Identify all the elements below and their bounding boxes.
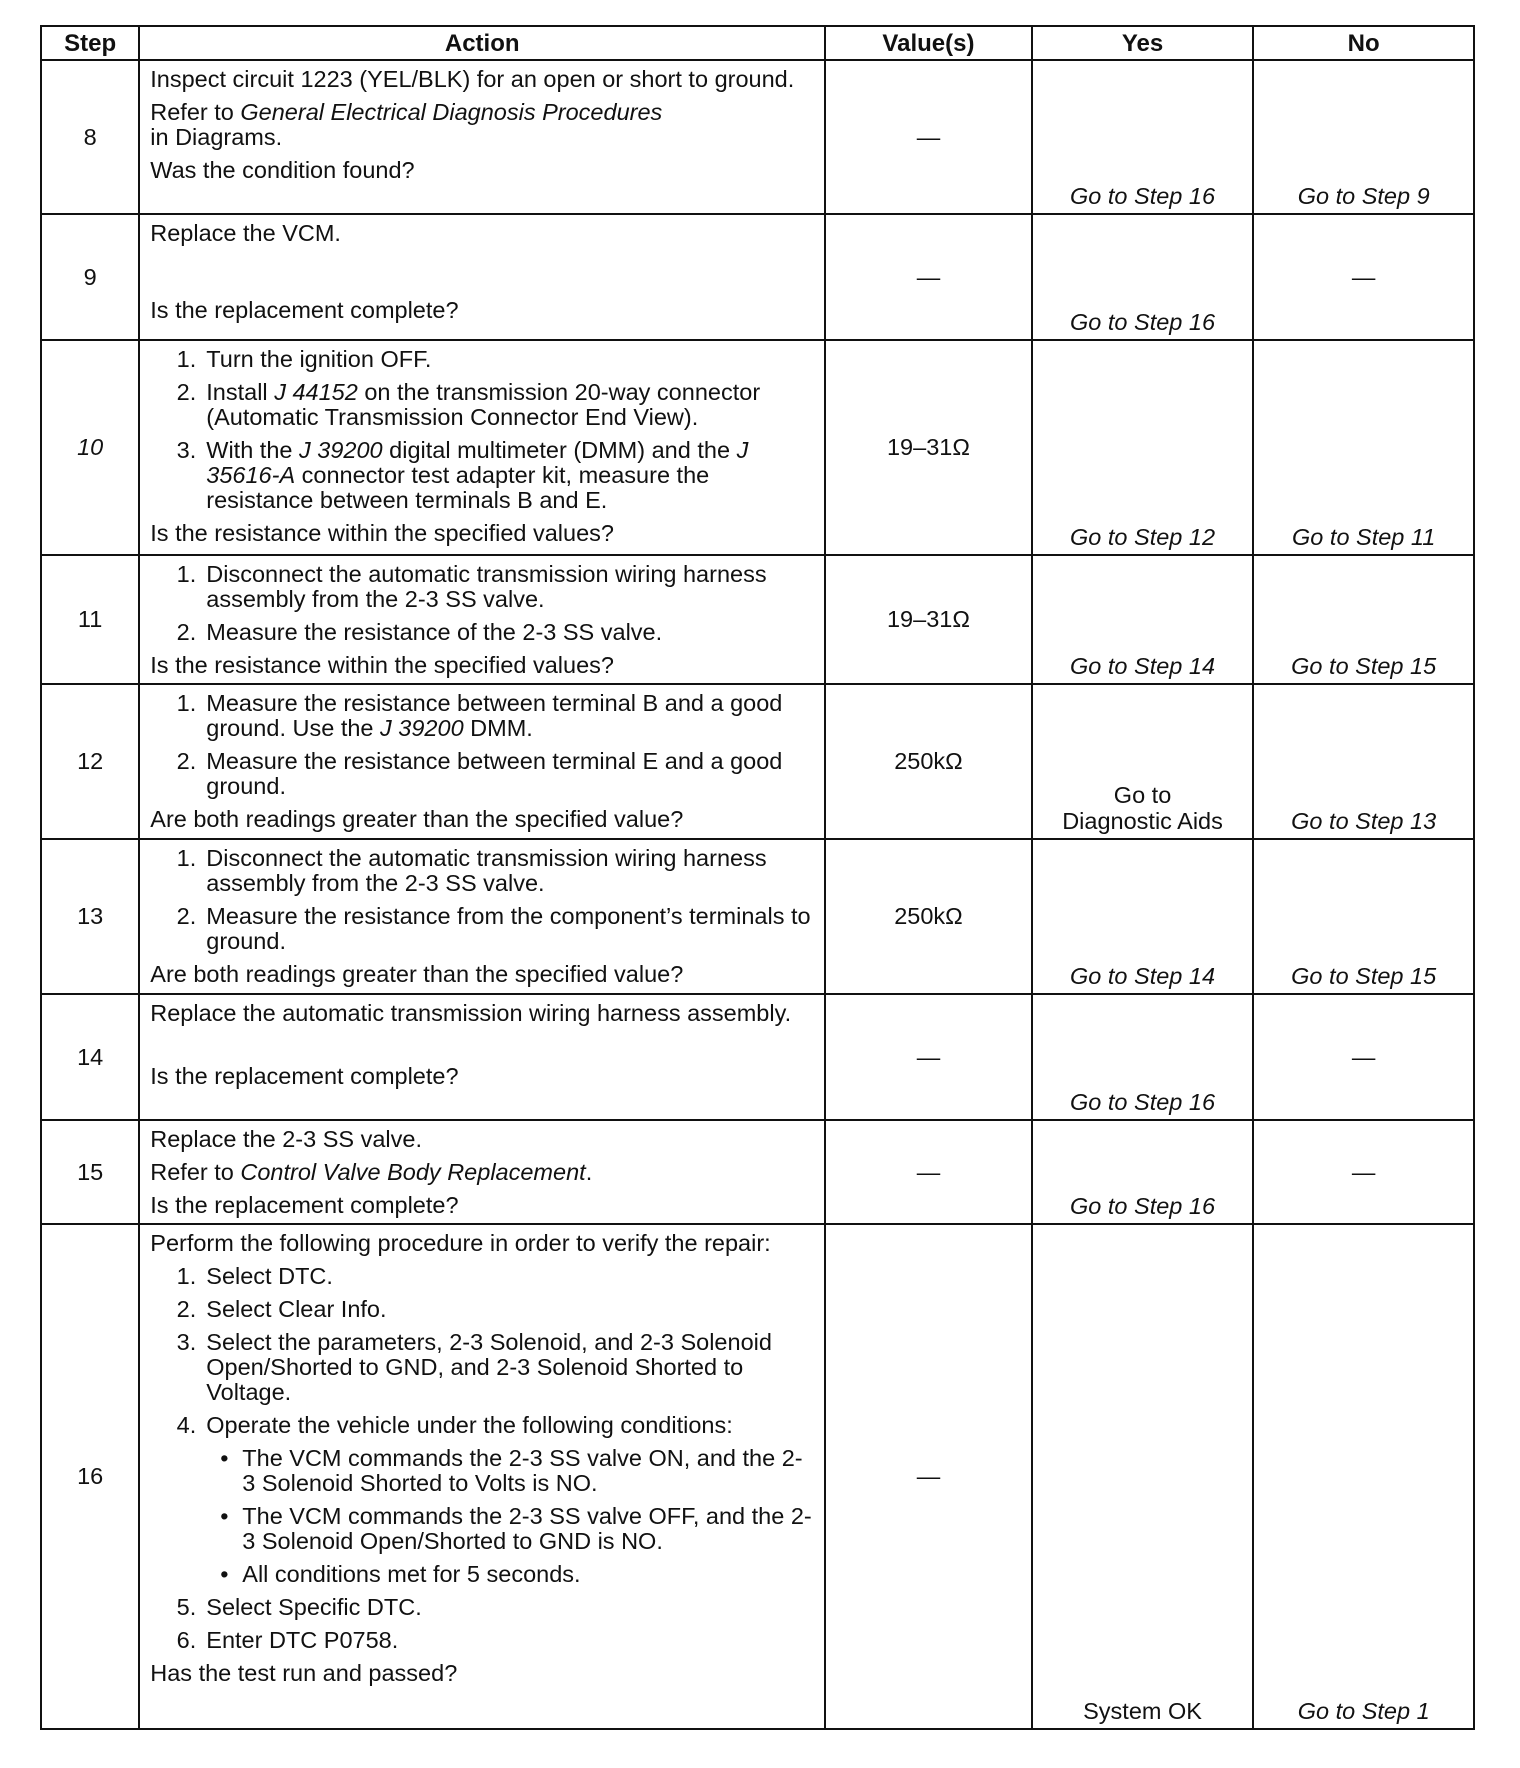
yes-cell [1032, 60, 1254, 214]
list-item: 4. Operate the vehicle under the following conditions: • The VCM commands the 2-3 SS valve ON, and the 2-3 Solenoid Shorted to Volts is NO. • The VCM commands the 2-3 SS valve OFF, and the 2-3 Solenoid Open/Shorted to GND is NO. • All conditions met for 5 seconds. [150, 1413, 814, 1587]
yes-cell [1032, 684, 1254, 839]
step-number: 11 [41, 555, 139, 684]
list-item: 2. Measure the resistance from the component’s terminals to ground. [176, 903, 811, 954]
bullet-item: • The VCM commands the 2-3 SS valve ON, and the 2-3 Solenoid Shorted to Volts is NO. [220, 1445, 803, 1496]
value-cell: — [825, 994, 1032, 1120]
bullet-item: • All conditions met for 5 seconds. [220, 1561, 581, 1587]
no-answer: Go to Step 13 [1291, 808, 1437, 834]
tool-reference: J 39200 [380, 715, 464, 741]
step-number: 8 [41, 60, 139, 214]
procedure-list [150, 846, 814, 954]
no-cell: — [1253, 214, 1474, 340]
no-answer: Go to Step 15 [1291, 963, 1437, 989]
no-cell [1253, 1224, 1474, 1729]
reference-title: General Electrical Diagnosis Procedures [240, 99, 663, 125]
action-question: Has the test run and passed? [150, 1660, 458, 1686]
action-text: Replace the VCM. [150, 220, 341, 246]
action-question: Is the replacement complete? [150, 1063, 459, 1089]
step-number: 10 [41, 340, 139, 555]
no-answer: Go to Step 15 [1291, 653, 1437, 679]
no-cell: — [1253, 1120, 1474, 1224]
action-question: Are both readings greater than the specified value? [150, 806, 684, 832]
list-item: 2. Measure the resistance of the 2-3 SS valve. [176, 619, 663, 645]
list-item: 3. Select the parameters, 2-3 Solenoid, and 2-3 Solenoid Open/Shorted to GND, and 2-3 Solenoid Shorted to Voltage. [176, 1329, 772, 1405]
action-cell [139, 839, 825, 994]
header-action: Action [139, 26, 825, 60]
list-item: 5. Select Specific DTC. [176, 1594, 422, 1620]
action-text: Replace the automatic transmission wiring harness assembly. [150, 1000, 792, 1026]
procedure-list [150, 1264, 814, 1653]
list-item: 2. Measure the resistance between terminal E and a good ground. [176, 748, 783, 799]
action-cell [139, 214, 825, 340]
action-text: Perform the following procedure in order to verify the repair: [150, 1230, 771, 1256]
yes-cell [1032, 1120, 1254, 1224]
yes-cell [1032, 214, 1254, 340]
list-item: 1. Measure the resistance between terminal B and a good ground. Use the J 39200 DMM. [176, 690, 783, 741]
header-yes: Yes [1032, 26, 1254, 60]
step-number: 12 [41, 684, 139, 839]
action-cell [139, 1224, 825, 1729]
bullet-item: • The VCM commands the 2-3 SS valve OFF, and the 2-3 Solenoid Open/Shorted to GND is NO. [220, 1503, 812, 1554]
yes-answer: Go to Step 14 [1070, 653, 1216, 679]
step-number: 14 [41, 994, 139, 1120]
action-question: Is the replacement complete? [150, 1192, 459, 1218]
list-item: 6. Enter DTC P0758. [176, 1627, 399, 1653]
yes-answer: Go to Step 14 [1070, 963, 1216, 989]
action-text: Replace the 2-3 SS valve. [150, 1126, 422, 1152]
step-number: 13 [41, 839, 139, 994]
list-item: 1. Select DTC. [176, 1263, 333, 1289]
action-question: Is the replacement complete? [150, 297, 459, 323]
step-number: 15 [41, 1120, 139, 1224]
action-reference: Refer to General Electrical Diagnosis Procedures in Diagrams. [150, 99, 663, 150]
tool-reference: J 35616-A [206, 437, 749, 488]
yes-cell [1032, 1224, 1254, 1729]
tool-reference: J 39200 [299, 437, 383, 463]
yes-answer: System OK [1083, 1698, 1202, 1724]
yes-cell [1032, 340, 1254, 555]
action-cell [139, 60, 825, 214]
table-row [41, 839, 1474, 994]
no-cell [1253, 684, 1474, 839]
no-cell [1253, 555, 1474, 684]
list-item: 2. Install J 44152 on the transmission 20-way connector (Automatic Transmission Connector End View). [176, 379, 761, 430]
table-row [41, 684, 1474, 839]
header-values: Value(s) [825, 26, 1032, 60]
list-item: 1. Disconnect the automatic transmission wiring harness assembly from the 2-3 SS valve. [176, 561, 767, 612]
table-row [41, 60, 1474, 214]
action-question: Was the condition found? [150, 157, 415, 183]
list-item: 2. Select Clear Info. [176, 1296, 387, 1322]
value-cell: — [825, 214, 1032, 340]
yes-answer: Go to Step 16 [1070, 183, 1216, 209]
no-answer: Go to Step 11 [1292, 524, 1436, 550]
value-cell: 250kΩ [825, 684, 1032, 839]
header-no: No [1253, 26, 1474, 60]
action-cell [139, 555, 825, 684]
yes-cell [1032, 839, 1254, 994]
diagnostic-table [40, 25, 1475, 1730]
step-number: 16 [41, 1224, 139, 1729]
tool-reference: J 44152 [274, 379, 358, 405]
list-item: 3. With the J 39200 digital multimeter (DMM) and the J 35616-A connector test adapter kit, measure the resistance between terminals B and E. [176, 437, 749, 513]
procedure-list [150, 691, 814, 799]
no-answer: Go to Step 1 [1297, 1698, 1430, 1724]
table-row [41, 340, 1474, 555]
action-cell [139, 1120, 825, 1224]
action-question: Are both readings greater than the specified value? [150, 961, 684, 987]
no-answer: Go to Step 9 [1297, 183, 1430, 209]
yes-answer: Go to Step 12 [1070, 524, 1216, 550]
value-cell: 250kΩ [825, 839, 1032, 994]
action-cell [139, 994, 825, 1120]
action-cell [139, 684, 825, 839]
value-cell: 19–31Ω [825, 555, 1032, 684]
reference-title: Control Valve Body Replacement [240, 1159, 586, 1185]
value-cell: — [825, 60, 1032, 214]
header-row [41, 26, 1474, 60]
no-cell [1253, 60, 1474, 214]
no-cell [1253, 340, 1474, 555]
value-cell: — [825, 1120, 1032, 1224]
yes-answer: Go to Step 16 [1070, 1089, 1216, 1115]
action-question: Is the resistance within the specified values? [150, 520, 614, 546]
action-cell [139, 340, 825, 555]
procedure-list [150, 347, 814, 513]
list-item: 1. Turn the ignition OFF. [176, 346, 432, 372]
table-row [41, 1120, 1474, 1224]
yes-cell [1032, 994, 1254, 1120]
no-cell: — [1253, 994, 1474, 1120]
table-row [41, 994, 1474, 1120]
header-step: Step [41, 26, 139, 60]
value-cell: — [825, 1224, 1032, 1729]
procedure-list [150, 562, 814, 645]
condition-list [206, 1446, 814, 1587]
table-row [41, 214, 1474, 340]
yes-answer: Go to Step 16 [1070, 309, 1216, 335]
action-reference: Refer to Control Valve Body Replacement. [150, 1159, 593, 1185]
table-row [41, 555, 1474, 684]
value-cell: 19–31Ω [825, 340, 1032, 555]
list-item: 1. Disconnect the automatic transmission wiring harness assembly from the 2-3 SS valve. [176, 845, 767, 896]
yes-answer: Go to Step 16 [1070, 1193, 1216, 1219]
step-number: 9 [41, 214, 139, 340]
yes-cell [1032, 555, 1254, 684]
yes-answer: Go to Diagnostic Aids [1062, 782, 1223, 834]
table-row [41, 1224, 1474, 1729]
action-text: Inspect circuit 1223 (YEL/BLK) for an open or short to ground. [150, 66, 795, 92]
no-cell [1253, 839, 1474, 994]
action-question: Is the resistance within the specified values? [150, 652, 614, 678]
